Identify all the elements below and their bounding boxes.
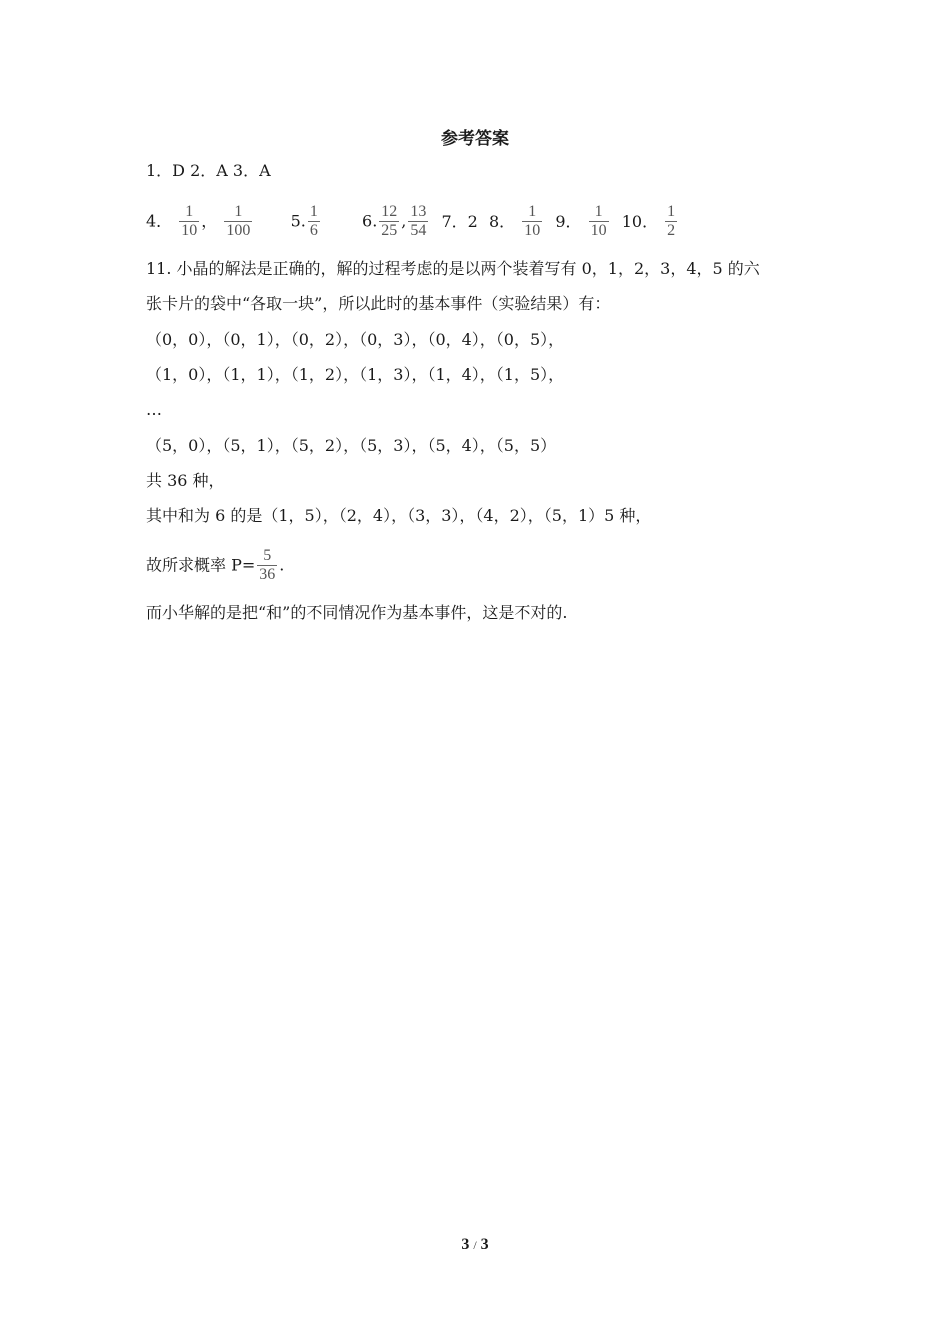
- numerator: 1: [594, 203, 603, 220]
- denominator: 10: [524, 222, 541, 239]
- numerator: 1: [667, 203, 676, 220]
- outcomes-row-5: （5，0），（5，1），（5，2），（5，3），（5，4），（5，5）: [146, 436, 557, 455]
- page-title: 参考答案: [441, 129, 509, 149]
- label-q9: 9．: [555, 211, 582, 231]
- fraction-q8: [522, 203, 542, 240]
- label-q5: 5.: [290, 211, 306, 231]
- separator: ,: [401, 211, 407, 231]
- fraction-q4b: [224, 203, 252, 240]
- answers-4-10: [146, 198, 679, 244]
- current-page: 3: [461, 1236, 470, 1253]
- total-pages: 3: [480, 1236, 489, 1253]
- denominator: 100: [226, 222, 251, 239]
- numerator: 13: [410, 203, 427, 220]
- numerator: 1: [234, 203, 243, 220]
- page-separator: /: [473, 1238, 477, 1252]
- fraction-probability: [257, 547, 277, 584]
- numerator: 1: [185, 203, 194, 220]
- conclusion: 而小华解的是把“和”的不同情况作为基本事件，这是不对的.: [146, 603, 568, 622]
- fraction-q10: [665, 203, 677, 240]
- sum-six-outcomes: 其中和为 6 的是（1，5），（2，4），（3，3），（4，2），（5，1）5 种，: [146, 506, 652, 525]
- numerator: 1: [309, 203, 318, 220]
- denominator: 6: [309, 222, 318, 239]
- label-q6: 6.: [362, 211, 378, 231]
- page-number: [0, 1236, 950, 1254]
- probability-result: [146, 542, 284, 588]
- outcomes-ellipsis: …: [146, 400, 162, 419]
- outcomes-row-0: （0，0），（0，1），（0，2），（0，3），（0，4），（0，5），: [146, 330, 565, 349]
- probability-prefix: 故所求概率 P=: [146, 555, 256, 575]
- answer-q7: 7．2: [441, 211, 478, 231]
- fraction-q9: [589, 203, 609, 240]
- answers-1-3: 1．D 2．A 3．A: [146, 161, 271, 180]
- outcomes-total: 共 36 种，: [146, 471, 225, 490]
- label-q8: 8．: [488, 211, 516, 231]
- probability-suffix: .: [279, 555, 285, 575]
- label-q4: 4．: [146, 211, 173, 231]
- numerator: 1: [528, 203, 537, 220]
- denominator: 36: [259, 566, 276, 583]
- numerator: 12: [381, 203, 398, 220]
- fraction-q6a: [379, 203, 399, 240]
- q11-line-2: 张卡片的袋中“各取一块”，所以此时的基本事件（实验结果）有：: [146, 294, 611, 313]
- fraction-q4a: [179, 203, 199, 240]
- fraction-q6b: [408, 203, 428, 240]
- denominator: 10: [181, 222, 198, 239]
- denominator: 2: [667, 222, 676, 239]
- fraction-q5: [308, 203, 320, 240]
- numerator: 5: [263, 547, 272, 564]
- denominator: 54: [410, 222, 427, 239]
- q11-line-1: 11. 小晶的解法是正确的，解的过程考虑的是以两个装着写有 0，1，2，3，4，5 的六: [146, 259, 760, 278]
- label-q10: 10．: [621, 211, 659, 231]
- denominator: 10: [590, 222, 607, 239]
- denominator: 25: [381, 222, 398, 239]
- outcomes-row-1: （1，0），（1，1），（1，2），（1，3），（1，4），（1，5），: [146, 365, 565, 384]
- separator: ，: [201, 211, 218, 231]
